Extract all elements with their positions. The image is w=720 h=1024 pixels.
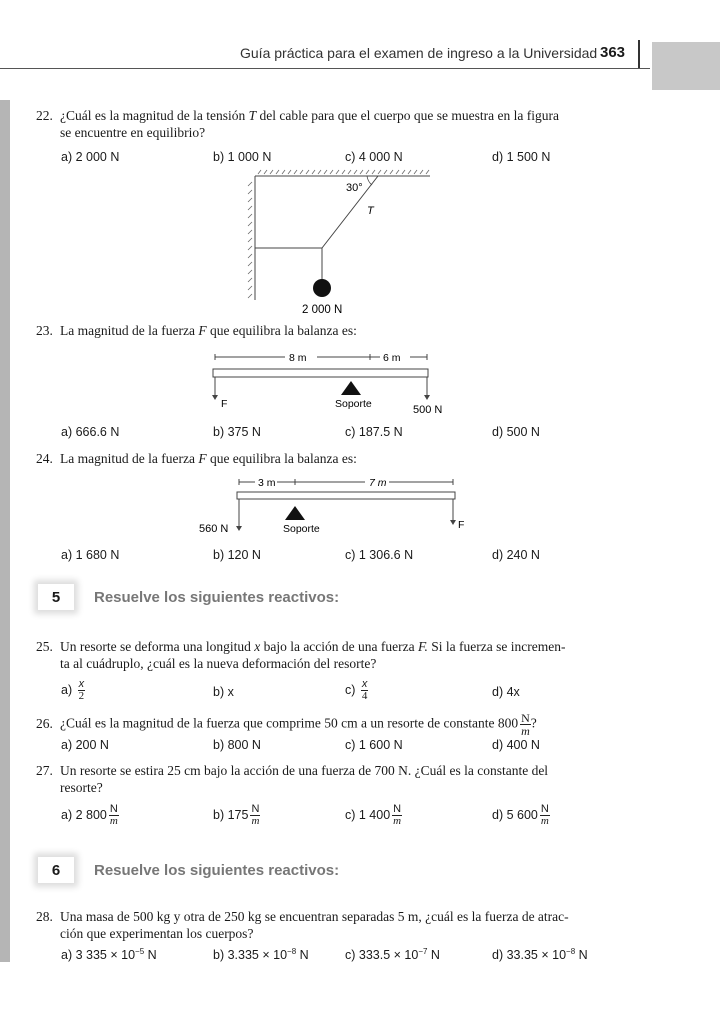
distance-label-8m: 8 m (289, 352, 307, 364)
question-27 (36, 762, 656, 796)
force-f-label: F (458, 519, 465, 531)
fraction (250, 804, 260, 827)
option-label: c) 1 400 (345, 807, 391, 822)
question-number: 27. (36, 763, 53, 778)
fraction (520, 712, 531, 737)
arrowhead (236, 526, 242, 531)
support-label: Soporte (335, 398, 372, 410)
option-b: b) 375 N (213, 425, 261, 439)
option-c (345, 679, 368, 702)
question-text: La magnitud de la fuerza (60, 323, 199, 338)
option-unit: N (427, 948, 440, 963)
weight-label: 2 000 N (302, 304, 343, 316)
option-d: d) 400 N (492, 738, 540, 752)
option-b: b) 120 N (213, 548, 261, 562)
option-label: a) 2 800 (61, 807, 107, 822)
option-c: c) 4 000 N (345, 150, 403, 164)
hanging-mass (313, 279, 331, 297)
figure-q23-balance (205, 345, 465, 420)
section-title: Resuelve los siguientes reactivos: (94, 588, 340, 606)
option-b: b) x (213, 685, 234, 699)
distance-label-6m: 6 m (383, 352, 401, 364)
option-c (345, 804, 402, 827)
option-unit: N (575, 948, 588, 963)
ceiling-hatch (258, 170, 429, 174)
question-text: ción que experimentan los cuerpos? (60, 926, 254, 941)
denominator: m (393, 815, 402, 827)
section-number: 5 (38, 584, 74, 610)
force-f-label: F (221, 398, 228, 410)
fulcrum (341, 381, 361, 395)
question-text: ¿Cuál es la magnitud de la fuerza que comprime 50 cm a un resorte de constante (60, 715, 498, 731)
fraction (540, 804, 550, 827)
option-d: d) 4x (492, 685, 520, 699)
numerator: N (251, 803, 260, 815)
beam (237, 492, 455, 499)
question-number: 23. (36, 323, 53, 338)
option-a: a) 200 N (61, 738, 109, 752)
spring-constant: 800 (497, 715, 519, 731)
var-f: F (198, 323, 207, 338)
angle-label: 30° (346, 182, 363, 194)
denominator: m (109, 815, 118, 827)
option-a (61, 679, 85, 702)
question-23 (36, 322, 646, 339)
numerator: x (78, 678, 85, 690)
question-28 (36, 908, 656, 942)
wall-hatch (248, 182, 252, 298)
question-number: 22. (36, 108, 53, 123)
option-unit: N (296, 948, 309, 963)
exponent: −8 (566, 947, 576, 956)
header-separator (638, 40, 640, 68)
figure-q22-hanging-mass (230, 168, 440, 318)
question-number: 28. (36, 909, 53, 924)
question-text: bajo la acción de una fuerza (260, 639, 418, 654)
distance-label-7m: 7 m (369, 477, 387, 489)
question-24 (36, 450, 646, 467)
option-a (61, 804, 119, 827)
option-d: d) 1 500 N (492, 150, 551, 164)
option-d: d) 500 N (492, 425, 540, 439)
exponent: −8 (287, 947, 297, 956)
support-label: Soporte (283, 523, 320, 535)
question-text: La magnitud de la fuerza (60, 451, 199, 466)
option-a: a) 1 680 N (61, 548, 120, 562)
page-number: 363 (600, 44, 626, 61)
question-text: que equilibra la balanza es: (206, 323, 357, 338)
option-b (213, 804, 260, 827)
question-number: 25. (36, 639, 53, 654)
numerator: N (521, 711, 530, 725)
section-number: 6 (38, 857, 74, 883)
option-label: a) (61, 682, 73, 697)
arrowhead (424, 395, 430, 400)
option-d (492, 947, 588, 962)
option-a: a) 666.6 N (61, 425, 120, 439)
denominator: 2 (78, 690, 85, 702)
exponent: −7 (418, 947, 428, 956)
option-c: c) 187.5 N (345, 425, 403, 439)
header-rule (0, 68, 650, 69)
option-text: a) 3 335 × 10 (61, 948, 136, 963)
beam (213, 369, 428, 377)
fraction (78, 679, 86, 702)
question-text: ¿Cuál es la magnitud de la tensión (60, 108, 249, 123)
arrowhead (212, 395, 218, 400)
option-text: c) 333.5 × 10 (345, 948, 419, 963)
arrowhead (450, 520, 456, 525)
denominator: 4 (361, 690, 368, 702)
option-text: d) 33.35 × 10 (492, 948, 567, 963)
option-b: b) 800 N (213, 738, 261, 752)
question-number: 26. (36, 715, 53, 731)
exponent: −5 (135, 947, 145, 956)
numerator: x (361, 678, 368, 690)
question-number: 24. (36, 451, 53, 466)
option-c (345, 947, 440, 962)
section-5-heading (38, 583, 339, 611)
question-text: que equilibra la balanza es: (206, 451, 357, 466)
option-label: d) 5 600 (492, 807, 538, 822)
denominator: m (540, 815, 549, 827)
option-b (213, 947, 309, 962)
tension-label: T (367, 205, 374, 217)
question-text: Un resorte se estira 25 cm bajo la acción de una fuerza de 700 N. ¿Cuál es la constante del (60, 763, 549, 778)
option-label: b) 175 (213, 807, 249, 822)
section-title: Resuelve los siguientes reactivos: (94, 861, 340, 879)
question-text: se encuentre en equilibrio? (60, 125, 206, 140)
question-text: Una masa de 500 kg y otra de 250 kg se encuentran separadas 5 m, ¿cuál es la fuerza de atrac- (60, 909, 569, 924)
angle-arc (367, 176, 372, 185)
var-f: F (198, 451, 207, 466)
fraction (361, 679, 369, 702)
option-b: b) 1 000 N (213, 150, 272, 164)
question-text: ? (530, 715, 537, 731)
question-text: resorte? (60, 780, 103, 795)
distance-label-3m: 3 m (258, 477, 276, 489)
option-unit: N (144, 948, 157, 963)
option-text: b) 3.335 × 10 (213, 948, 288, 963)
option-c: c) 1 600 N (345, 738, 403, 752)
fulcrum (285, 506, 305, 520)
option-d: d) 240 N (492, 548, 540, 562)
load-label: 560 N (199, 523, 229, 535)
question-text: ta al cuádruplo, ¿cuál es la nueva deformación del resorte? (60, 656, 377, 671)
question-22 (36, 107, 646, 141)
numerator: N (393, 803, 402, 815)
margin-bar (0, 100, 10, 962)
option-a: a) 2 000 N (61, 150, 120, 164)
numerator: N (540, 803, 549, 815)
question-26 (36, 712, 656, 737)
option-a (61, 947, 157, 962)
var-f: F. (418, 639, 428, 654)
var-x: x (254, 639, 261, 654)
numerator: N (109, 803, 118, 815)
question-text: del cable para que el cuerpo que se muestra en la figura (256, 108, 559, 123)
denominator: m (251, 815, 260, 827)
denominator: m (521, 724, 530, 738)
var-t: T (248, 108, 257, 123)
option-label: c) (345, 682, 356, 697)
section-6-heading (38, 856, 339, 884)
running-header: Guía práctica para el examen de ingreso a la Universidad (240, 45, 598, 61)
figure-q24-balance (195, 472, 475, 540)
fraction (109, 804, 119, 827)
question-text: Un resorte se deforma una longitud (60, 639, 255, 654)
fraction (392, 804, 402, 827)
header-tab (652, 42, 720, 90)
option-c: c) 1 306.6 N (345, 548, 414, 562)
question-text: Si la fuerza se incremen- (427, 639, 566, 654)
option-d (492, 804, 550, 827)
question-25 (36, 638, 646, 672)
load-label: 500 N (413, 404, 443, 416)
